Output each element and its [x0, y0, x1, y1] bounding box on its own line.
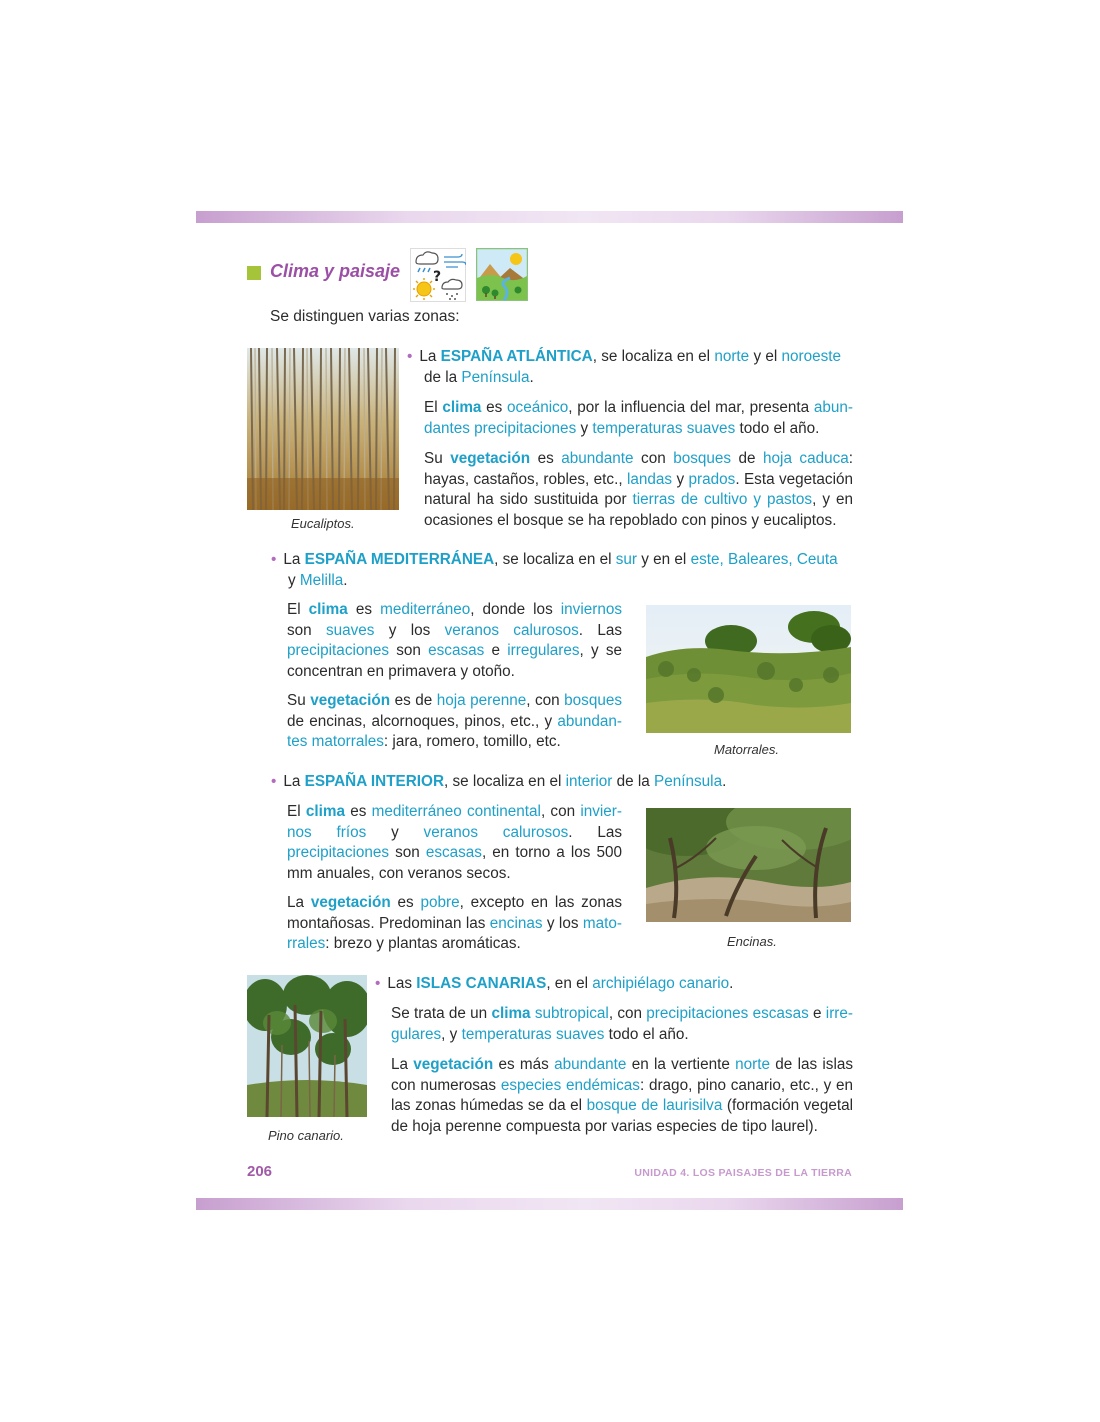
text-run: son: [389, 642, 429, 659]
mediterranean-intro: [271, 550, 853, 591]
keyword: abundante: [554, 1056, 627, 1073]
text-run: : drago, pino canario, etc., y en las zonas húmedas se da el: [391, 1076, 853, 1114]
keyword: irregulares: [507, 642, 580, 659]
keyword: Península: [654, 773, 723, 790]
keyword-strong: clima: [442, 399, 482, 416]
text-run: , se localiza en el: [592, 348, 715, 365]
shrubland-photo: [646, 605, 851, 733]
atlantic-vegetation-paragraph: [424, 449, 853, 531]
canary-climate-paragraph: [391, 1004, 853, 1045]
text-run: y los: [542, 914, 583, 932]
text-run: y: [288, 571, 300, 589]
text-run: Su: [287, 692, 311, 709]
page-number: 206: [247, 1163, 273, 1180]
keyword: matorrales: [287, 914, 622, 952]
region-name: ISLAS CANARIAS: [416, 975, 547, 992]
text-run: El: [287, 601, 309, 618]
keyword-strong: clima: [491, 1005, 531, 1022]
text-run: todo el año.: [735, 419, 820, 437]
text-run: es: [347, 601, 381, 618]
bullet-dot: •: [375, 975, 381, 992]
keyword: precipitaciones: [287, 642, 390, 659]
text-run: es: [390, 894, 421, 911]
keyword: noroeste: [781, 348, 842, 365]
text-run: es más: [493, 1056, 555, 1073]
keyword: escasas: [425, 844, 482, 861]
text-run: con: [633, 450, 674, 467]
keyword: bosques: [564, 692, 623, 709]
text-run: , y: [441, 1025, 462, 1043]
bullet-dot: •: [271, 773, 277, 790]
keyword: norte: [735, 1056, 770, 1073]
text-run: y en el: [637, 551, 691, 568]
keyword: temperaturas suaves: [592, 419, 736, 437]
text-run: de la: [612, 773, 655, 790]
keyword: encinas: [489, 914, 543, 932]
region-name: ESPAÑA ATLÁNTICA: [440, 348, 593, 365]
atlantic-climate-paragraph: [424, 398, 853, 439]
keyword: abundante: [561, 450, 634, 467]
canary-intro: [375, 974, 853, 995]
text-run: , en el: [546, 975, 593, 992]
text-run: La: [283, 551, 305, 568]
interior-intro: [271, 772, 853, 793]
text-run: .: [343, 571, 348, 589]
canary-vegetation-paragraph: [391, 1055, 853, 1137]
keyword: interior: [565, 773, 613, 790]
keyword: hoja perenne: [436, 692, 527, 709]
landscape-icon: [476, 248, 528, 301]
keyword: irregulares: [391, 1005, 854, 1043]
text-run: son: [287, 621, 326, 639]
text-run: , donde los: [470, 601, 561, 618]
weather-icon: [410, 248, 466, 302]
keyword: oceánico: [507, 399, 569, 416]
section-heading: Clima y paisaje: [270, 261, 401, 281]
text-run: , y en ocasiones el bosque se ha repoblado con pinos y eucaliptos.: [424, 491, 853, 529]
text-run: , con: [540, 803, 581, 820]
text-run: , con: [608, 1005, 647, 1022]
text-run: es de: [390, 692, 437, 709]
text-run: e: [808, 1005, 826, 1022]
text-run: Las: [387, 975, 417, 992]
bullet-dot: •: [407, 348, 413, 365]
text-run: Se trata de un: [391, 1005, 492, 1022]
text-run: , excepto en las zonas montañosas. Predominan las: [287, 894, 623, 932]
text-run: .: [722, 773, 727, 790]
keyword-strong: vegetación: [310, 894, 391, 911]
eucalyptus-photo: [247, 348, 399, 510]
interior-vegetation-paragraph: [287, 893, 622, 955]
text-run: es: [344, 803, 372, 820]
text-run: y: [366, 823, 424, 841]
keyword: prados: [688, 470, 736, 488]
keyword: bosque de laurisilva: [586, 1097, 723, 1114]
holm-oak-photo: [646, 808, 851, 922]
text-run: El: [287, 803, 306, 820]
text-run: : hayas, castaños, robles, etc.,: [424, 450, 854, 488]
canary-pine-caption: Pino canario.: [268, 1128, 344, 1143]
mediterranean-vegetation-paragraph: [287, 691, 622, 753]
text-run: de las islas con numerosas: [391, 1056, 854, 1094]
keyword: hoja caduca: [763, 450, 849, 467]
text-run: es: [530, 450, 562, 467]
text-run: de encinas, alcornoques, pinos, etc., y: [287, 712, 558, 730]
text-run: son: [389, 844, 426, 861]
keyword: sur: [615, 551, 637, 568]
heading-bullet-square: [247, 266, 261, 280]
intro-text: Se distinguen varias zonas:: [270, 308, 460, 325]
text-run: en la vertiente: [626, 1056, 736, 1073]
text-run: La: [419, 348, 441, 365]
keyword: abundantes matorrales: [287, 712, 622, 750]
text-run: todo el año.: [604, 1025, 689, 1043]
svg-text:?: ?: [433, 269, 442, 285]
text-run: de la: [424, 368, 462, 386]
bottom-decorative-band: [196, 1198, 903, 1210]
keyword: Península: [461, 368, 530, 386]
mediterranean-climate-paragraph: [287, 600, 622, 682]
text-run: de: [731, 450, 764, 467]
text-run: : brezo y plantas aromáticas.: [325, 935, 521, 952]
text-run: El: [424, 399, 443, 416]
keyword: precipitaciones escasas: [646, 1005, 809, 1022]
text-run: La: [287, 894, 311, 911]
text-run: , con: [526, 692, 565, 709]
region-name: ESPAÑA MEDITERRÁNEA: [304, 551, 495, 568]
keyword: veranos calurosos: [423, 823, 569, 841]
text-run: y: [576, 419, 593, 437]
keyword: Melilla: [299, 571, 344, 589]
keyword: landas: [627, 470, 673, 488]
keyword-strong: clima: [308, 601, 348, 618]
bullet-dot: •: [271, 551, 277, 568]
text-run: es: [481, 399, 508, 416]
text-run: y el: [749, 348, 782, 365]
eucalyptus-caption: Eucaliptos.: [291, 516, 355, 531]
text-run: La: [391, 1056, 414, 1073]
keyword-strong: vegetación: [450, 450, 531, 467]
keyword: especies endémicas: [500, 1076, 640, 1094]
keyword: temperaturas suaves: [461, 1025, 605, 1043]
text-run: . Las: [578, 621, 623, 639]
keyword: archipiélago canario: [592, 975, 730, 992]
text-run: .: [529, 368, 534, 386]
keyword: veranos calurosos: [444, 621, 579, 639]
keyword: subtropical: [534, 1005, 609, 1022]
text-run: (formación vegetal de hoja perenne compuesta por varias especies de tipo laurel).: [391, 1097, 853, 1135]
text-run: . Esta vegetación natural ha sido sustituida por: [424, 470, 853, 508]
top-decorative-band: [196, 211, 903, 223]
holm-oak-caption: Encinas.: [727, 934, 777, 949]
shrubland-caption: Matorrales.: [714, 742, 780, 757]
unit-title: UNIDAD 4. LOS PAISAJES DE LA TIERRA: [634, 1167, 852, 1179]
keyword: tierras de cultivo y pastos: [632, 491, 813, 508]
text-run: : jara, romero, tomillo, etc.: [383, 733, 561, 750]
keyword: escasas: [428, 642, 485, 659]
keyword: inviernos fríos: [287, 803, 623, 841]
atlantic-intro: [407, 347, 853, 388]
text-run: .: [729, 975, 734, 992]
text-run: , en torno a los 500 mm anuales, con veranos secos.: [287, 844, 622, 882]
keyword: norte: [714, 348, 750, 365]
text-run: e: [484, 642, 508, 659]
text-run: , se localiza en el: [494, 551, 616, 568]
keyword-strong: vegetación: [413, 1056, 494, 1073]
keyword-strong: clima: [305, 803, 345, 820]
text-run: , se localiza en el: [444, 773, 566, 790]
keyword: este, Baleares, Ceuta: [690, 551, 838, 568]
canary-pine-photo: [247, 975, 367, 1117]
text-run: . Las: [568, 823, 623, 841]
keyword: precipitaciones: [287, 844, 390, 861]
text-run: y los: [374, 621, 445, 639]
keyword: inviernos: [560, 601, 622, 618]
keyword: suaves: [325, 621, 375, 639]
text-run: , y se concentran en primavera y otoño.: [287, 642, 622, 680]
region-name: ESPAÑA INTERIOR: [304, 773, 445, 790]
keyword: mediterráneo: [380, 601, 471, 618]
text-run: Su: [424, 450, 451, 467]
keyword: pobre: [420, 894, 460, 911]
text-run: La: [283, 773, 305, 790]
text-run: y: [672, 470, 689, 488]
interior-climate-paragraph: [287, 802, 622, 884]
text-run: , por la influencia del mar, presenta: [568, 399, 814, 416]
keyword-strong: vegetación: [310, 692, 391, 709]
keyword: bosques: [673, 450, 732, 467]
keyword: mediterráneo continental: [371, 803, 541, 820]
keyword: abundantes precipitaciones: [424, 399, 854, 437]
